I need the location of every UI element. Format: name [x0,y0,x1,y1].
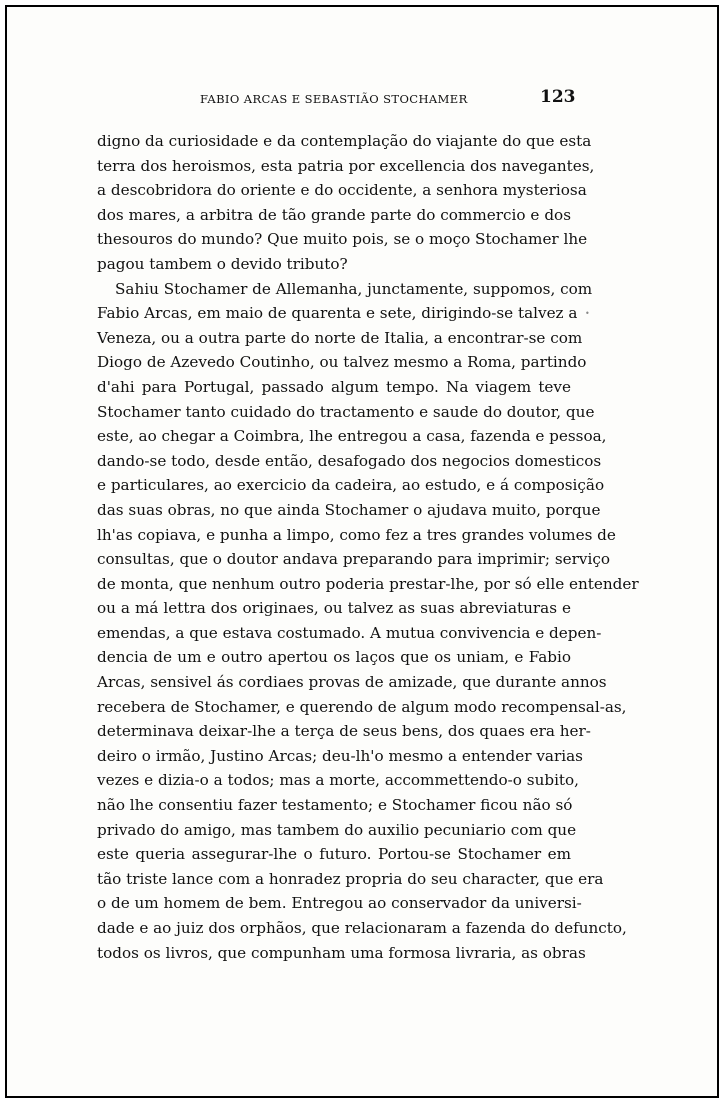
text-line: Sahiu Stochamer de Allemanha, junctamente, suppomos, com [115,279,593,298]
text-line: Fabio Arcas, em maio de quarenta e sete, dirigindo-se talvez a [97,304,578,323]
text-line: vezes e dizia-o a todos; mas a morte, accommettendo-o subito, [97,771,580,790]
text-line: terra dos heroismos, esta patria por excellencia dos navegantes, [97,156,595,175]
text-line: privado do amigo, mas tambem do auxilio pecuniario com que [97,820,577,839]
text-line: tão triste lance com a honradez propria do seu character, que era [97,869,604,888]
text-line: lh'as copiava, e punha a limpo, como fez a tres grandes volumes de [97,525,616,544]
text-line: dencia de um e outro apertou os laços que os uniam, e Fabio [97,648,571,667]
text-line: a descobridora do oriente e do occidente, a senhora mysteriosa [97,181,587,200]
text-line: recebera de Stochamer, e querendo de algum modo recompensal-as, [97,697,627,716]
page-number: 123 [540,87,576,107]
text-line: Diogo de Azevedo Coutinho, ou talvez mesmo a Roma, partindo [97,353,587,372]
text-line: digno da curiosidade e da contemplação do viajante do que esta [97,132,592,150]
text-line: das suas obras, no que ainda Stochamer o ajudava muito, porque [97,500,601,519]
text-line: deiro o irmão, Justino Arcas; deu-lh'o mesmo a entender varias [97,746,583,765]
margin-mark: • [585,309,590,318]
text-line: d'ahi para Portugal, passado algum tempo. Na viagem teve [97,377,571,396]
text-line: Arcas, sensivel ás cordiaes provas de amizade, que durante annos [97,673,607,692]
body-text [97,129,639,965]
text-line: pagou tambem o devido tributo? [97,254,348,273]
text-line: este queria assegurar-lhe o futuro. Portou-se Stochamer em [97,845,571,864]
text-line: determinava deixar-lhe a terça de seus bens, dos quaes era her- [97,722,591,741]
text-line: e particulares, ao exercicio da cadeira, ao estudo, e á composição [97,476,605,495]
text-line: dos mares, a arbitra de tão grande parte do commercio e dos [97,205,571,224]
text-line: ou a má lettra dos originaes, ou talvez as suas abreviaturas e [97,599,571,618]
text-line: este, ao chegar a Coimbra, lhe entregou a casa, fazenda e pessoa, [97,427,607,446]
text-line: thesouros do mundo? Que muito pois, se o moço Stochamer lhe [97,230,588,249]
text-line: Veneza, ou a outra parte do norte de Italia, a encontrar-se com [97,328,583,347]
running-title: FABIO ARCAS E SEBASTIÃO STOCHAMER [200,92,468,106]
text-line: dade e ao juiz dos orphãos, que relacionaram a fazenda do defuncto, [97,919,627,937]
text-line: de monta, que nenhum outro poderia prestar-lhe, por só elle entender [97,574,639,593]
text-line: o de um homem de bem. Entregou ao conservador da universi- [97,894,582,913]
text-line: emendas, a que estava costumado. A mutua convivencia e depen- [97,623,602,642]
text-line: Stochamer tanto cuidado do tractamento e saude do doutor, que [97,402,595,421]
text-line: todos os livros, que compunham uma formosa livraria, as obras [97,943,586,962]
text-line: consultas, que o doutor andava preparando para imprimir; serviço [97,550,610,569]
text-line: não lhe consentiu fazer testamento; e Stochamer ficou não só [97,796,573,815]
text-line: dando-se todo, desde então, desafogado dos negocios domesticos [97,451,602,470]
